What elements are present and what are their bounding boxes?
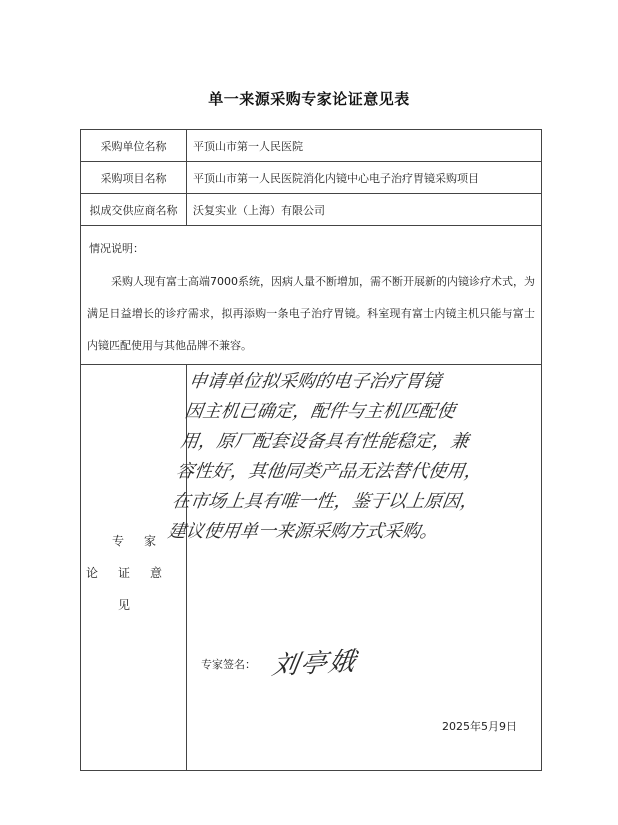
document-title: 单一来源采购专家论证意见表 <box>208 90 410 108</box>
form-row-supplier <box>81 194 541 226</box>
situation-body: 采购人现有富士高端7000系统，因病人量不断增加，需不断开展新的内镜诊疗术式，为满足日益增长的诊疗需求，拟再添购一条电子治疗胃镜。科室现有富士内镜主机只能与富士内镜匹配使用与其他品牌不兼容。 <box>87 275 535 352</box>
opinion-form-table <box>80 129 542 771</box>
supplier-label: 拟成交供应商名称 <box>81 194 187 225</box>
situation-section <box>81 226 541 365</box>
handwritten-opinion <box>166 367 541 547</box>
expert-opinion-label: 专家论证意见 <box>85 534 182 612</box>
expert-signature: 刘亭娥 <box>269 646 360 682</box>
project-label: 采购项目名称 <box>81 162 187 193</box>
opinion-line: 在市场上具有唯一性，鉴于以上原因， <box>170 491 480 512</box>
project-value: 平顶山市第一人民医院消化内镜中心电子治疗胃镜采购项目 <box>193 171 479 185</box>
supplier-value: 沃复实业（上海）有限公司 <box>193 203 325 217</box>
opinion-line: 容性好，其他同类产品无法替代使用， <box>174 461 484 482</box>
expert-signature-label: 专家签名： <box>201 658 256 671</box>
form-row-project <box>81 162 541 194</box>
expert-label-column <box>81 365 187 770</box>
form-row-purchaser <box>81 130 541 162</box>
opinion-line: 用，原厂配套设备具有性能稳定，兼 <box>179 431 471 452</box>
situation-heading: 情况说明： <box>89 242 144 255</box>
opinion-line: 建议使用单一来源采购方式采购。 <box>166 521 440 542</box>
opinion-line: 申请单位拟采购的电子治疗胃镜 <box>187 371 443 392</box>
purchaser-label: 采购单位名称 <box>81 130 187 161</box>
signature-date: 2025年5月9日 <box>442 720 517 733</box>
opinion-line: 因主机已确定，配件与主机匹配使 <box>183 401 457 422</box>
purchaser-value: 平顶山市第一人民医院 <box>193 139 303 153</box>
expert-opinion-section <box>81 365 541 770</box>
